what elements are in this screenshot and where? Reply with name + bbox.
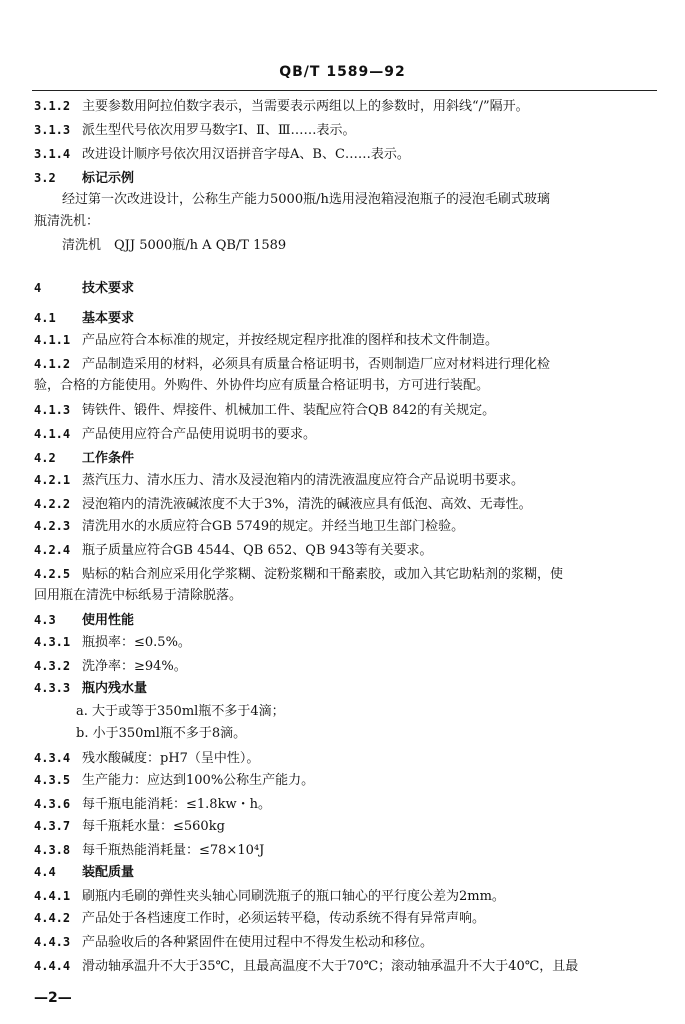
- clause-text: 滑动轴承温升不大于35℃，且最高温度不大于70℃；滚动轴承温升不大于40℃，且最: [82, 959, 579, 974]
- clause-text: 技术要求: [82, 281, 135, 296]
- text-line: [34, 400, 659, 420]
- clause-text: 每千瓶电能消耗：≤1.8kw・h。: [82, 797, 271, 812]
- clause-number: 4.1.4: [34, 427, 71, 441]
- clause-number: 4.3.7: [34, 819, 71, 833]
- clause-number: 4.3.1: [34, 635, 71, 649]
- clause-number: 4.3.4: [34, 751, 71, 765]
- clause-number: 4.2.3: [34, 519, 71, 533]
- clause-number: 4.1.1: [34, 333, 71, 347]
- clause-text: 贴标的粘合剂应采用化学浆糊、淀粉浆糊和干酪素胶，或加入其它助粘剂的浆糊，使: [82, 567, 564, 582]
- clause-text: 标记示例: [82, 171, 135, 186]
- text-line: [34, 516, 659, 536]
- text-line: [34, 770, 659, 790]
- text-line: [34, 724, 685, 744]
- clause-number: 3.2: [34, 171, 56, 185]
- text-line: [34, 862, 659, 882]
- clause-number: 4.3.3: [34, 681, 71, 695]
- clause-number: 4.4.2: [34, 911, 71, 925]
- text-line: [34, 816, 659, 836]
- text-line: [34, 212, 659, 232]
- clause-text: b. 小于350ml瓶不多于8滴。: [76, 726, 247, 741]
- text-line: [34, 470, 659, 490]
- text-line: [34, 956, 659, 976]
- text-line: [34, 448, 659, 468]
- clause-text: 瓶损率：≤0.5%。: [82, 635, 191, 650]
- text-line: [34, 748, 659, 768]
- clause-text: 浸泡箱内的清洗液碱浓度不大于3%，清洗的碱液应具有低泡、高效、无毒性。: [82, 497, 532, 512]
- clause-text: 刷瓶内毛刷的弹性夹头轴心同刷洗瓶子的瓶口轴心的平行度公差为2mm。: [82, 889, 505, 904]
- text-line: [34, 278, 659, 298]
- clause-text: 瓶内残水量: [82, 681, 148, 696]
- clause-text: 工作条件: [82, 451, 135, 466]
- clause-text: 生产能力：应达到100%公称生产能力。: [82, 773, 315, 788]
- clause-number: 4.4.1: [34, 889, 71, 903]
- clause-number: 4.1.2: [34, 357, 71, 371]
- text-line: [34, 908, 659, 928]
- clause-number: 4: [34, 281, 42, 295]
- clause-text: 产品验收后的各种紧固件在使用过程中不得发生松动和移位。: [82, 935, 434, 950]
- text-line: [34, 586, 659, 606]
- clause-text: 瓶清洗机：: [34, 214, 100, 229]
- clause-text: 使用性能: [82, 613, 135, 628]
- clause-text: 基本要求: [82, 311, 135, 326]
- clause-text: 产品制造采用的材料，必须具有质量合格证明书，否则制造厂应对材料进行理化检: [82, 357, 551, 372]
- text-line: [34, 702, 685, 722]
- text-line: [34, 330, 659, 350]
- clause-text: 主要参数用阿拉伯数字表示，当需要表示两组以上的参数时，用斜线“/”隔开。: [82, 99, 529, 114]
- text-line: [34, 168, 659, 188]
- clause-text: 产品应符合本标准的规定，并按经规定程序批准的图样和技术文件制造。: [82, 333, 499, 348]
- text-line: [34, 932, 659, 952]
- clause-number: 4.3.5: [34, 773, 71, 787]
- clause-number: 4.3: [34, 613, 56, 627]
- text-line: [34, 656, 659, 676]
- clause-text: 清洗用水的水质应符合GB 5749的规定。并经当地卫生部门检验。: [82, 519, 465, 534]
- clause-text: 产品处于各档速度工作时，必须运转平稳，传动系统不得有异常声响。: [82, 911, 486, 926]
- text-line: [34, 494, 659, 514]
- clause-text: 洗净率：≥94%。: [82, 659, 187, 674]
- clause-number: 4.3.2: [34, 659, 71, 673]
- text-line: [34, 190, 685, 210]
- clause-text: 产品使用应符合产品使用说明书的要求。: [82, 427, 317, 442]
- clause-number: 4.3.6: [34, 797, 71, 811]
- clause-text: 铸铁件、锻件、焊接件、机械加工件、装配应符合QB 842的有关规定。: [82, 403, 496, 418]
- text-line: [34, 840, 659, 860]
- clause-text: 验，合格的方能使用。外购件、外协件均应有质量合格证明书，方可进行装配。: [34, 378, 490, 393]
- clause-number: 4.4.4: [34, 959, 71, 973]
- text-line: [34, 354, 659, 374]
- clause-text: 清洗机 QJJ 5000瓶/h A QB/T 1589: [62, 238, 287, 253]
- text-line: [34, 886, 659, 906]
- text-line: [34, 308, 659, 328]
- clause-number: 4.2.2: [34, 497, 71, 511]
- clause-text: a. 大于或等于350ml瓶不多于4滴；: [76, 704, 285, 719]
- text-line: [34, 376, 659, 396]
- clause-text: 每千瓶热能消耗量：≤78×10⁴J: [82, 843, 265, 858]
- clause-text: 蒸汽压力、清水压力、清水及浸泡箱内的清洗液温度应符合产品说明书要求。: [82, 473, 525, 488]
- text-line: [34, 632, 659, 652]
- text-line: [34, 236, 685, 256]
- clause-number: 4.1: [34, 311, 56, 325]
- clause-text: 每千瓶耗水量：≤560kg: [82, 819, 225, 834]
- text-line: [34, 678, 659, 698]
- text-line: [34, 144, 659, 164]
- clause-text: 经过第一次改进设计，公称生产能力5000瓶/h选用浸泡箱浸泡瓶子的浸泡毛刷式玻璃: [62, 192, 550, 207]
- clause-number: 4.2.5: [34, 567, 71, 581]
- clause-text: 残水酸碱度：pH7（呈中性）。: [82, 751, 260, 766]
- clause-number: 4.2.4: [34, 543, 71, 557]
- clause-text: 瓶子质量应符合GB 4544、QB 652、QB 943等有关要求。: [82, 543, 433, 558]
- clause-number: 4.4: [34, 865, 56, 879]
- clause-number: 4.1.3: [34, 403, 71, 417]
- page-number: —2—: [34, 990, 72, 1006]
- clause-number: 3.1.3: [34, 123, 71, 137]
- clause-text: 改进设计顺序号依次用汉语拼音字母A、B、C……表示。: [82, 147, 410, 162]
- text-line: [34, 794, 659, 814]
- clause-number: 4.2: [34, 451, 56, 465]
- clause-text: 回用瓶在清洗中标纸易于清除脱落。: [34, 588, 243, 603]
- text-line: [34, 610, 659, 630]
- clause-number: 3.1.2: [34, 99, 71, 113]
- clause-number: 4.3.8: [34, 843, 71, 857]
- text-line: [34, 424, 659, 444]
- text-line: [34, 96, 659, 116]
- clause-number: 3.1.4: [34, 147, 71, 161]
- text-line: [34, 564, 659, 584]
- clause-text: 装配质量: [82, 865, 135, 880]
- header-rule: [32, 90, 657, 91]
- clause-number: 4.2.1: [34, 473, 71, 487]
- clause-text: 派生型代号依次用罗马数字Ⅰ、Ⅱ、Ⅲ……表示。: [82, 123, 356, 138]
- standard-number-header: QB/T 1589—92: [279, 64, 406, 80]
- text-line: [34, 120, 659, 140]
- text-line: [34, 540, 659, 560]
- clause-number: 4.4.3: [34, 935, 71, 949]
